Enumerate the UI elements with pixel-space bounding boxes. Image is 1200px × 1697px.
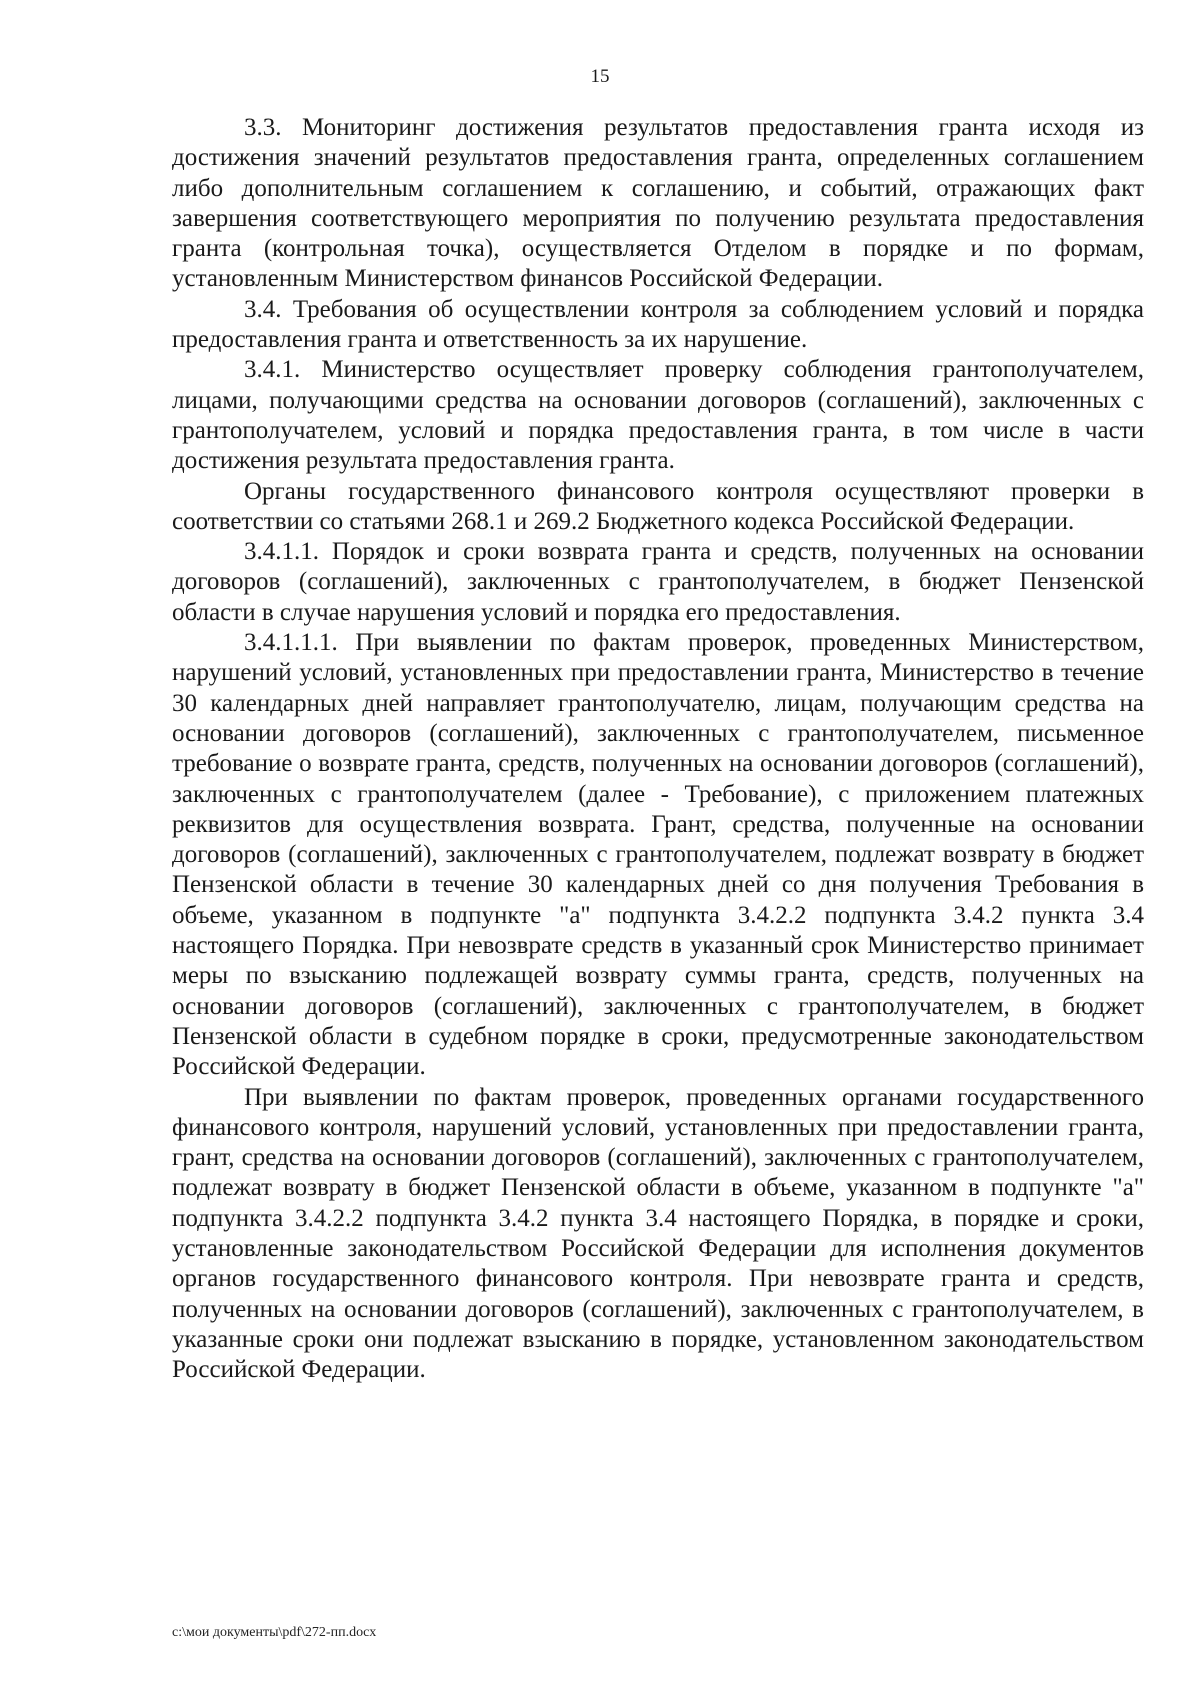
document-body xyxy=(172,113,1144,1385)
paragraph-3-3: 3.3. Мониторинг достижения результатов предоставления гранта исходя из достижения значений результатов предоставления гранта, определенных соглашением либо дополнительным соглашением к соглашению, и событий, отражающих факт завершения соответствующего мероприятия по получению результата предоставления гранта (контрольная точка), осуществляется Отделом в порядке и по формам, установленным Министерством финансов Российской Федерации. xyxy=(172,114,1144,293)
paragraph-3-4-1-1: 3.4.1.1. Порядок и сроки возврата гранта и средств, полученных на основании договоров (соглашений), заключенных с грантополучателем, в бюджет Пензенской области в случае нарушения условий и порядка его предоставления. xyxy=(172,538,1144,626)
paragraph-control-violations: При выявлении по фактам проверок, проведенных органами государственного финансового контроля, нарушений условий, установленных при предоставлении гранта, грант, средства на основании договоров (соглашений), заключенных с грантополучателем, подлежат возврату в бюджет Пензенской области в объеме, указанном в подпункте "а" подпункта 3.4.2.2 подпункта 3.4.2 пункта 3.4 настоящего Порядка, в порядке и сроки, установленные законодательством Российской Федерации для исполнения документов органов государственного финансового контроля. При невозврате гранта и средств, полученных на основании договоров (соглашений), заключенных с грантополучателем, в указанные сроки они подлежат взысканию в порядке, установленном законодательством Российской Федерации. xyxy=(172,1083,1144,1384)
paragraph-3-4-1: 3.4.1. Министерство осуществляет проверку соблюдения грантополучателем, лицами, получающими средства на основании договоров (соглашений), заключенных с грантополучателем, условий и порядка предоставления гранта, в том числе в части достижения результата предоставления гранта. xyxy=(172,356,1144,475)
paragraph-state-control: Органы государственного финансового контроля осуществляют проверки в соответствии со статьями 268.1 и 269.2 Бюджетного кодекса Российской Федерации. xyxy=(172,477,1144,535)
page-number: 15 xyxy=(590,66,610,87)
footer-file-path: c:\мои документы\pdf\272-пп.docx xyxy=(172,1625,377,1640)
paragraph-3-4-1-1-1: 3.4.1.1.1. При выявлении по фактам проверок, проведенных Министерством, нарушений условий, установленных при предоставлении гранта, Министерство в течение 30 календарных дней направляет грантополучателю, лицам, получающим средства на основании договоров (соглашений), заключенных с грантополучателем, письменное требование о возврате гранта, средств, полученных на основании договоров (соглашений), заключенных с грантополучателем (далее - Требование), с приложением платежных реквизитов для осуществления возврата. Грант, средства, полученные на основании договоров (соглашений), заключенных с грантополучателем, подлежат возврату в бюджет Пензенской области в течение 30 календарных дней со дня получения Требования в объеме, указанном в подпункте "а" подпункта 3.4.2.2 подпункта 3.4.2 пункта 3.4 настоящего Порядка. При невозврате средств в указанный срок Министерство принимает меры по взысканию подлежащей возврату суммы гранта, средств, полученных на основании договоров (соглашений), заключенных с грантополучателем, в бюджет Пензенской области в судебном порядке в сроки, предусмотренные законодательством Российской Федерации. xyxy=(172,629,1144,1081)
paragraph-3-4: 3.4. Требования об осуществлении контроля за соблюдением условий и порядка предоставления гранта и ответственность за их нарушение. xyxy=(172,295,1144,354)
